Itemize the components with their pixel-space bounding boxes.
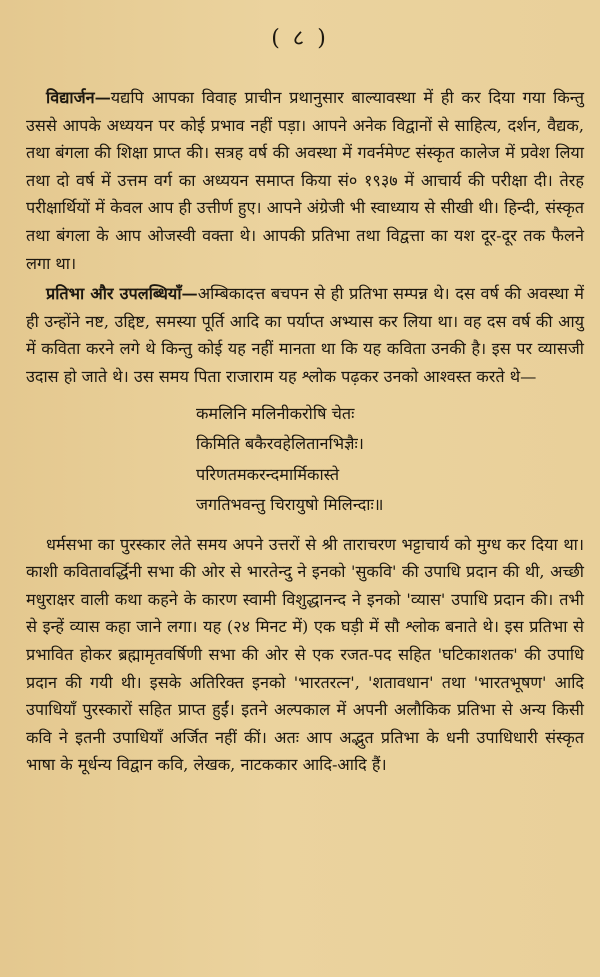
page-content [26, 84, 584, 779]
page-number: ( ८ ) [271, 26, 329, 51]
verse-line: जगतिभवन्तु चिरायुषो मिलिन्दाः॥ [196, 495, 384, 515]
verse-line: किमिति बकैरवहेलितानभिज्ञैः। [196, 434, 364, 454]
talent-text: अम्बिकादत्त बचपन से ही प्रतिभा सम्पन्न थे। दस वर्ष की अवस्था में ही उन्होंने नष्ट, उद्दिष्ट, समस्या पूर्ति आदि का पर्याप्त अभ्यास कर लिया था। वह दस वर्ष की आयु में कविता करने लगे थे किन्तु कोई यह नहीं मानता था कि यह कविता उनकी है। इस पर व्यासजी उदास हो जाते थे। उस समय पिता राजाराम यह श्लोक पढ़कर उनको आश्वस्त करते थे— [26, 284, 584, 386]
education-text: यद्यपि आपका विवाह प्राचीन प्रथानुसार बाल्यावस्था में ही कर दिया गया किन्तु उससे आपके अध्ययन पर कोई प्रभाव नहीं पड़ा। आपने अनेक विद्वानों से साहित्य, दर्शन, वैद्यक, तथा बंगला की शिक्षा प्राप्त की। सत्रह वर्ष की अवस्था में गवर्नमेण्ट संस्कृत कालेज में प्रवेश लिया तथा दो वर्ष में उत्तम वर्ग का अध्ययन समाप्त किया सं० १९३७ में आचार्य की परीक्षा दी। तेरह परीक्षार्थियों में केवल आप ही उत्तीर्ण हुए। आपने अंग्रेजी भी स्वाध्याय से सीखी थी। हिन्दी, संस्कृत तथा बंगला के आप ओजस्वी वक्ता थे। आपकी प्रतिभा तथा विद्वत्ता का यश दूर-दूर तक फैलने लगा था। [26, 88, 584, 273]
verse-line: कमलिनि मलिनीकरोषि चेतः [196, 403, 355, 423]
paragraph-talent [26, 280, 584, 390]
section-heading-talent: प्रतिभा और उपलब्धियाँ— [46, 284, 198, 304]
verse-line: परिणतमकरन्दमार्मिकास्ते [196, 464, 340, 484]
section-heading-education: विद्यार्जन— [46, 88, 111, 107]
paragraph-awards: धर्मसभा का पुरस्कार लेते समय अपने उत्तरों से श्री ताराचरण भट्टाचार्य को मुग्ध कर दिया था। काशी कवितावर्द्धिनी सभा की ओर से भारतेन्दु ने इनको 'सुकवि' की उपाधि प्रदान की थी, अच्छी मधुराक्षर वाली कथा कहने के कारण स्वामी विशुद्धानन्द ने इनको 'व्यास' उपाधि प्रदान की। तभी से इन्हें व्यास कहा जाने लगा। यह (२४ मिनट में) एक घड़ी में सौ श्लोक बनाते थे। इस प्रतिभा से प्रभावित होकर ब्रह्मामृतवर्षिणी सभा की ओर से एक रजत-पद सहित 'घटिकाशतक' की उपाधि प्रदान की गयी थी। इसके अतिरिक्त इनको 'भारतरत्न', 'शतावधान' तथा 'भारतभूषण' आदि उपाधियाँ पुरस्कारों सहित प्राप्त हुईं। इतने अल्पकाल में अपनी अलौकिक प्रतिभा से अन्य किसी कवि ने इतनी उपाधियाँ अर्जित नहीं कीं। अतः आप अद्भुत प्रतिभा के धनी उपाधिधारी संस्कृत भाषा के मूर्धन्य विद्वान कवि, लेखक, नाटककार आदि-आदि हैं। [26, 534, 584, 775]
sanskrit-verse [196, 399, 584, 521]
paragraph-education [26, 84, 584, 277]
